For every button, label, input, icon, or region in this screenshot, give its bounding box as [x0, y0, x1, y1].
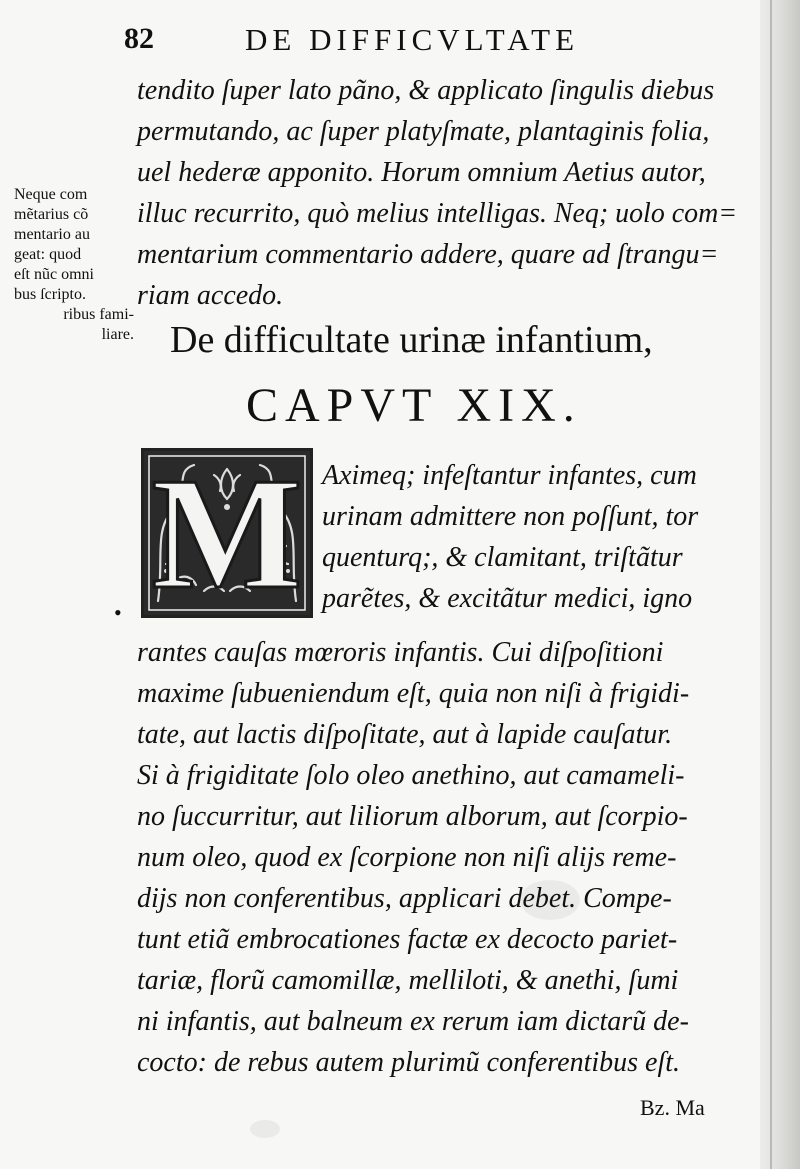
main-paragraph-beside-initial [322, 455, 742, 619]
paper-stain [250, 1120, 280, 1138]
text-line: riam accedo. [137, 280, 284, 311]
marginal-note-line: eſt nũc omni [14, 266, 94, 283]
page-number: 82 [124, 22, 154, 55]
marginal-note-line: geat: quod [14, 246, 82, 263]
marginal-note-line: mẽtarius cõ [14, 206, 89, 223]
text-line: urinam admittere non poſſunt, tor [322, 501, 699, 532]
text-line: tunt etiã embrocationes factæ ex decocto pariet- [137, 924, 678, 955]
text-line: mentarium commentario addere, quare ad ſtrangu= [137, 239, 719, 270]
marginal-note-line: Neque com [14, 186, 88, 203]
page-gutter-edge [760, 0, 800, 1169]
text-line: no ſuccurritur, aut liliorum alborum, aut ſcorpio- [137, 801, 688, 832]
running-head: DE DIFFICVLTATE [245, 22, 580, 57]
text-line: illuc recurrito, quò melius intelligas. Neq; uolo com= [137, 198, 738, 229]
marginal-note-line: bus ſcripto. [14, 286, 86, 303]
text-line: uel hederæ apponito. Horum omnium Aetius autor, [137, 157, 706, 188]
marginal-note [14, 185, 134, 345]
text-line: parẽtes, & excitãtur medici, igno [322, 583, 693, 614]
text-line: tendito ſuper lato pãno, & applicato ſingulis diebus [137, 75, 715, 106]
text-line: maxime ſubueniendum eſt, quia non niſi à frigidi- [137, 678, 690, 709]
marginal-note-line: ribus fami- [63, 306, 134, 323]
marginal-note-line: liare. [101, 326, 134, 343]
marginal-note-line: mentario au [14, 226, 90, 243]
text-line: tariæ, florũ camomillæ, melliloti, & anethi, ſumi [137, 965, 679, 996]
chapter-number: CAPVT XIX. [246, 379, 582, 432]
text-line: dijs non conferentibus, applicari debet. Compe- [137, 883, 672, 914]
text-line: cocto: de rebus autem plurimũ conferentibus eſt. [137, 1047, 681, 1078]
text-line: ni infantis, aut balneum ex rerum iam dictarũ de- [137, 1006, 689, 1037]
text-line: rantes cauſas mœroris infantis. Cui diſpoſitioni [137, 637, 664, 668]
text-line: quenturq;, & clamitant, triſtãtur [322, 542, 683, 573]
margin-mark: • [114, 600, 122, 625]
chapter-title: De difficultate urinæ infantium, [170, 319, 653, 361]
page-header [0, 22, 800, 62]
initial-letter: M [151, 448, 303, 618]
main-paragraph-continued [137, 632, 737, 1083]
text-line: Si à frigiditate ſolo oleo anethino, aut camameli- [137, 760, 685, 791]
top-paragraph [137, 70, 737, 316]
text-line: num oleo, quod ex ſcorpione non niſi alijs reme- [137, 842, 677, 873]
catchword: Bz. Ma [640, 1095, 705, 1120]
text-line: tate, aut lactis diſpoſitate, aut à lapide cauſatur. [137, 719, 673, 750]
text-line: Aximeq; infeſtantur infantes, cum [322, 460, 697, 491]
text-line: permutando, ac ſuper platyſmate, plantaginis folia, [137, 116, 710, 147]
woodcut-initial-m-icon [141, 448, 313, 618]
